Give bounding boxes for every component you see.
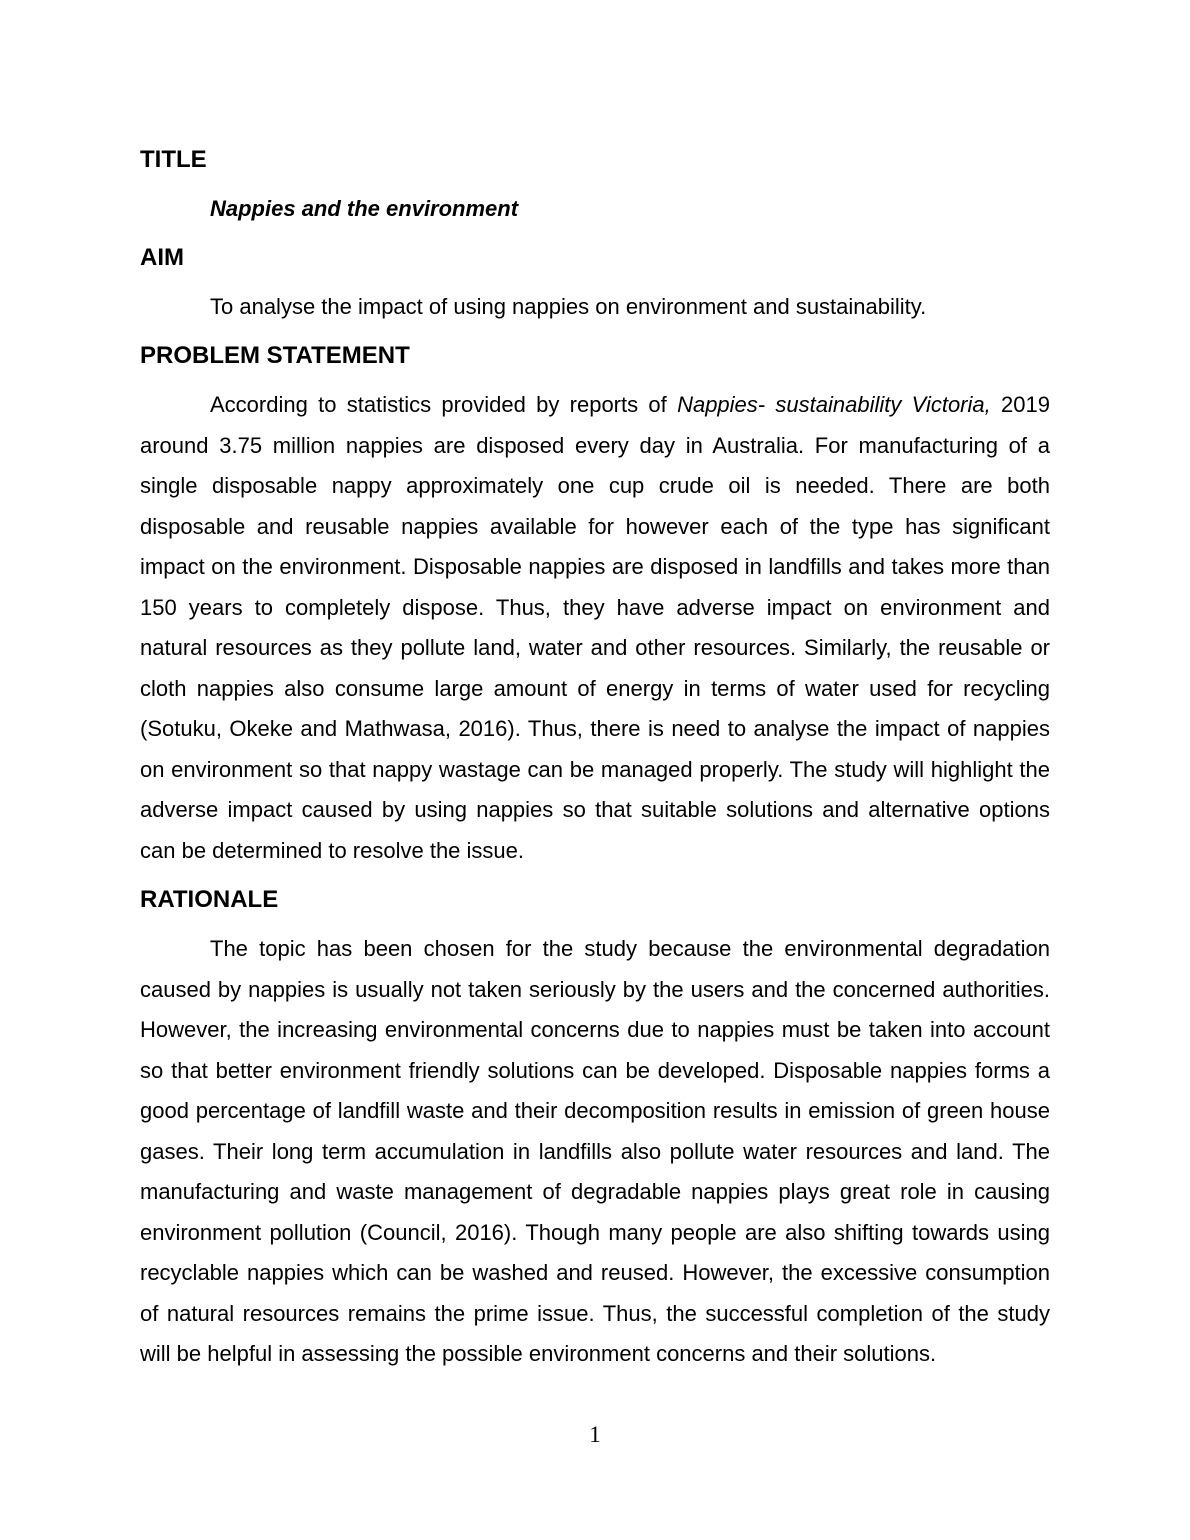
document-title-text: Nappies and the environment: [210, 196, 519, 221]
rationale-heading: RATIONALE: [140, 886, 279, 913]
problem-paragraph-pre: According to statistics provided by reports of: [210, 392, 678, 417]
rationale-paragraph: The topic has been chosen for the study because the environmental degradation caused by nappies is usually not taken seriously by the users and the concerned authorities. However, the increasing environmental concerns due to nappies must be taken into account so that better environment friendly solutions can be developed. Disposable nappies forms a good percentage of landfill waste and their decomposition results in emission of green house gases. Their long term accumulation in landfills also pollute water resources and land. The manufacturing and waste management of degradable nappies plays great role in causing environment pollution (Council, 2016). Though many people are also shifting towards using recyclable nappies which can be washed and reused. However, the excessive consumption of natural resources remains the prime issue. Thus, the successful completion of the study will be helpful in assessing the possible environment concerns and their solutions.: [140, 936, 1050, 1366]
problem-statement-heading: PROBLEM STATEMENT: [140, 342, 410, 369]
aim-heading: AIM: [140, 244, 184, 271]
title-heading: TITLE: [140, 146, 207, 173]
problem-paragraph-citation: Nappies- sustainability Victoria,: [677, 392, 991, 417]
problem-paragraph-post: 2019 around 3.75 million nappies are disposed every day in Australia. For manufacturing of a single disposable nappy approximately one cup crude oil is needed. There are both disposable and reusable nappies available for however each of the type has significant impact on the environment. Disposable nappies are disposed in landfills and takes more than 150 years to completely dispose. Thus, they have adverse impact on environment and natural resources as they pollute land, water and other resources. Similarly, the reusable or cloth nappies also consume large amount of energy in terms of water used for recycling (Sotuku, Okeke and Mathwasa, 2016). Thus, there is need to analyse the impact of nappies on environment so that nappy wastage can be managed properly. The study will highlight the adverse impact caused by using nappies so that suitable solutions and alternative options can be determined to resolve the issue.: [140, 392, 1050, 863]
aim-text: To analyse the impact of using nappies on environment and sustainability.: [210, 294, 927, 319]
page-number: 1: [589, 1422, 601, 1447]
problem-statement-paragraph: [140, 385, 1050, 871]
